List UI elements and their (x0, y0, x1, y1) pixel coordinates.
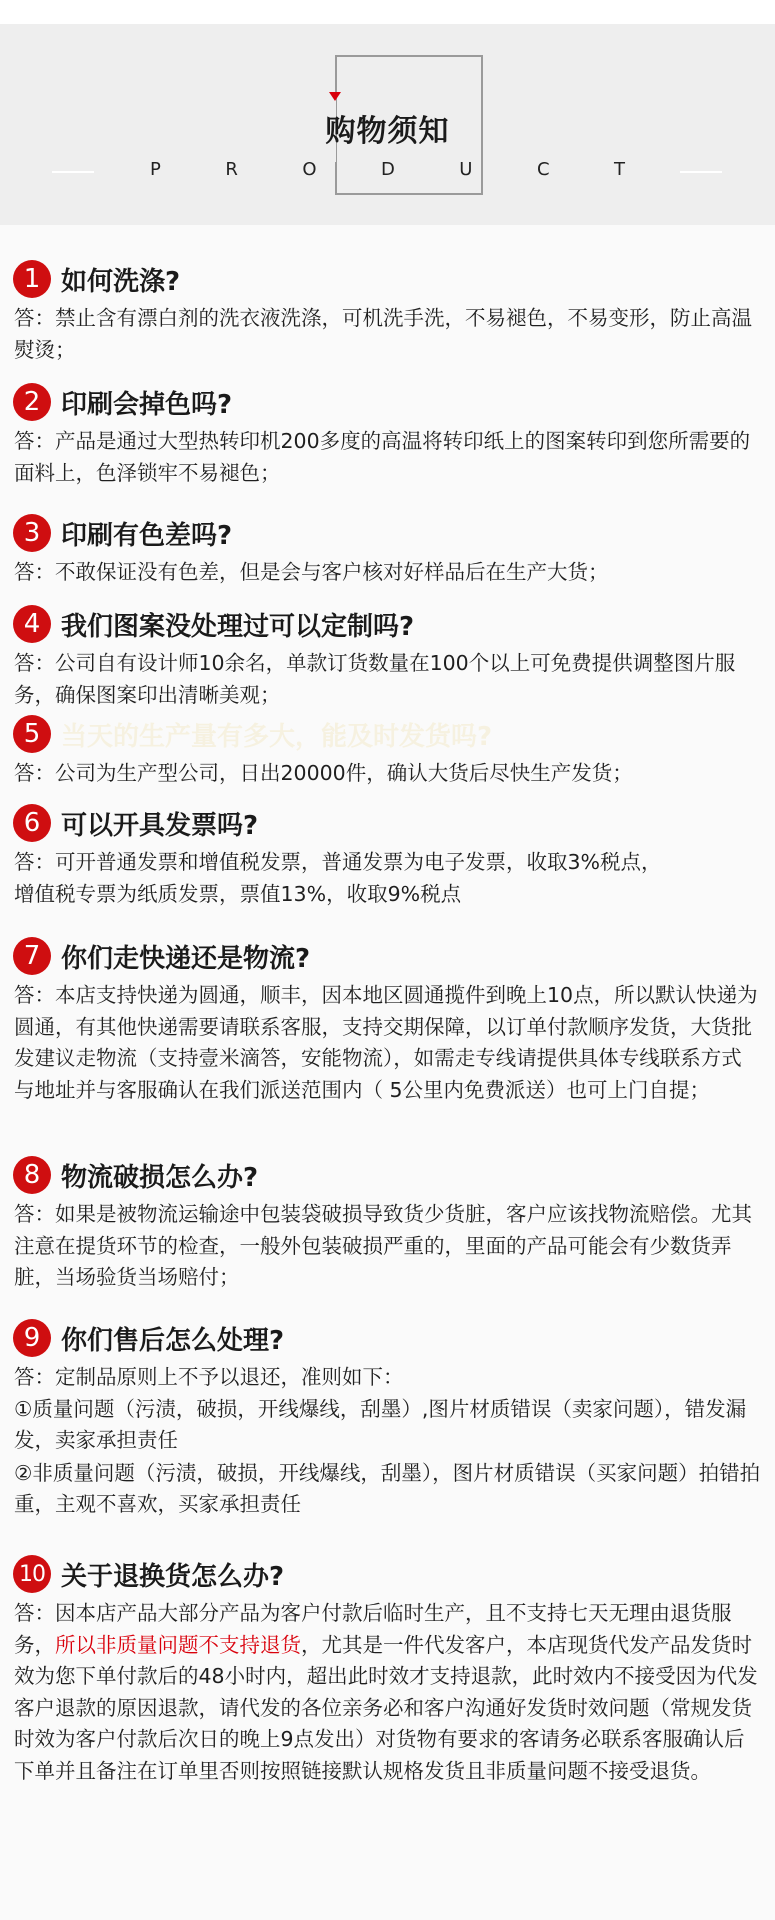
question-text: 印刷会掉色吗? (61, 389, 233, 420)
number-badge: 2 (13, 383, 51, 421)
divider-right (680, 171, 722, 173)
question-row (0, 802, 775, 844)
subtitle-letter: T (614, 159, 625, 180)
question-row (0, 603, 775, 645)
answer-line: 答：可开普通发票和增值税发票，普通发票为电子发票，收取3%税点， (14, 850, 662, 874)
answer-text (0, 300, 775, 366)
faq-item-1 (0, 258, 775, 381)
number-badge: 9 (13, 1319, 51, 1357)
number-badge: 7 (13, 937, 51, 975)
question-text: 关于退换货怎么办? (61, 1561, 285, 1592)
question-text: 当天的生产量有多大，能及时发货吗? (61, 721, 493, 752)
number-badge: 5 (13, 715, 51, 753)
answer-line: 增值税专票为纸质发票，票值13%，收取9%税点 (14, 881, 462, 906)
answer-text (0, 423, 775, 489)
answer-part: 答：因本店产品大部分产品为客户付款后临时生产，且不支持七天无理由退货服务， (14, 1601, 732, 1657)
question-text: 你们走快递还是物流? (61, 943, 311, 974)
question-row (0, 713, 775, 755)
question-row (0, 1317, 775, 1359)
faq-item-6 (0, 802, 775, 935)
number-badge: 3 (13, 514, 51, 552)
faq-item-2 (0, 381, 775, 512)
triangle-marker-icon (329, 92, 341, 101)
question-row (0, 258, 775, 300)
subtitle-letter: U (459, 159, 473, 180)
answer-part: ，尤其是一件代发客户，本店现货代发产品发货时效为您下单付款后的48小时内，超出此时效才支持退款，此时效内不接受因为代发客户退款的原因退款，请代发的各位亲务必和客户沟通好发货时效问题（常规发货时效为客户付款后次日的晚上9点发出）对货物有要求的客请务必联系客服确认后下单并且备注在订单里否则按照链接默认规格发货且非质量问题不接受退货。 (14, 1632, 758, 1783)
subtitle-letter: P (150, 159, 161, 180)
answer-text (0, 554, 775, 589)
faq-list (0, 225, 775, 1787)
answer-line: 答：定制品原则上不予以退还，准则如下： (14, 1365, 404, 1389)
question-row (0, 1154, 775, 1196)
answer-highlight: 所以非质量问题不支持退货 (55, 1632, 301, 1657)
faq-item-10 (0, 1553, 775, 1787)
answer-line: 答：如果是被物流运输途中包装袋破损导致货少货脏，客户应该找物流赔偿。尤其注意在提货环节的检查，一般外包装破损严重的，里面的产品可能会有少数货弄脏，当场验货当场赔付； (14, 1202, 752, 1289)
faq-item-7 (0, 935, 775, 1154)
answer-paragraph (14, 1598, 762, 1787)
page-title: 购物须知 (325, 114, 450, 149)
answer-text (0, 1196, 775, 1294)
answer-text (0, 645, 775, 711)
answer-text (0, 1359, 775, 1521)
question-text: 物流破损怎么办? (61, 1162, 259, 1193)
answer-line: 答：公司自有设计师10余名，单款订货数量在100个以上可免费提供调整图片服务，确保图案印出清晰美观； (14, 651, 736, 707)
question-text: 你们售后怎么处理? (61, 1325, 285, 1356)
divider-left (52, 171, 94, 173)
question-text: 如何洗涤? (61, 266, 181, 297)
question-text: 印刷有色差吗? (61, 520, 233, 551)
answer-text (0, 1595, 775, 1787)
question-text: 我们图案没处理过可以定制吗? (61, 611, 415, 642)
answer-line: ②非质量问题（污渍，破损，开线爆线，刮墨），图片材质错误（买家问题）拍错拍重，主观不喜欢，买家承担责任 (14, 1460, 761, 1516)
answer-line: 答：本店支持快递为圆通，顺丰，因本地区圆通揽件到晚上10点，所以默认快递为圆通，有其他快递需要请联系客服，支持交期保障，以订单付款顺序发货，大货批发建议走物流（支持壹米滴答，安能物流），如需走专线请提供具体专线联系方式与地址并与客服确认在我们派送范围内（ 5公里内免费派送）也可上门自提； (14, 983, 758, 1102)
answer-line: ①质量问题（污渍，破损，开线爆线，刮墨）,图片材质错误（卖家问题），错发漏发，卖家承担责任 (14, 1396, 747, 1452)
subtitle-letter: O (302, 159, 317, 180)
number-badge: 10 (13, 1555, 51, 1593)
answer-text (0, 755, 775, 790)
number-badge: 6 (13, 804, 51, 842)
question-row (0, 381, 775, 423)
product-subtitle (150, 159, 625, 180)
subtitle-letter: D (380, 159, 395, 180)
question-row (0, 1553, 775, 1595)
number-badge: 8 (13, 1156, 51, 1194)
question-row (0, 935, 775, 977)
question-row (0, 512, 775, 554)
header-banner (0, 24, 775, 225)
faq-item-3 (0, 512, 775, 603)
answer-text (0, 844, 775, 910)
answer-line: 答：公司为生产型公司，日出20000件，确认大货后尽快生产发货； (14, 761, 633, 785)
faq-item-9 (0, 1317, 775, 1553)
subtitle-letter: R (225, 159, 238, 180)
faq-item-4 (0, 603, 775, 713)
faq-item-8 (0, 1154, 775, 1317)
top-strip (0, 0, 775, 24)
question-text: 可以开具发票吗? (61, 810, 259, 841)
number-badge: 1 (13, 260, 51, 298)
answer-line: 答：禁止含有漂白剂的洗衣液洗涤，可机洗手洗，不易褪色，不易变形，防止高温熨烫； (14, 306, 752, 362)
answer-text (0, 977, 775, 1106)
answer-line: 答：不敢保证没有色差，但是会与客户核对好样品后在生产大货； (14, 560, 609, 584)
number-badge: 4 (13, 605, 51, 643)
faq-item-5 (0, 713, 775, 802)
subtitle-letter: C (536, 159, 550, 180)
answer-line: 答：产品是通过大型热转印机200多度的高温将转印纸上的图案转印到您所需要的面料上，色泽锁牢不易褪色； (14, 429, 751, 485)
